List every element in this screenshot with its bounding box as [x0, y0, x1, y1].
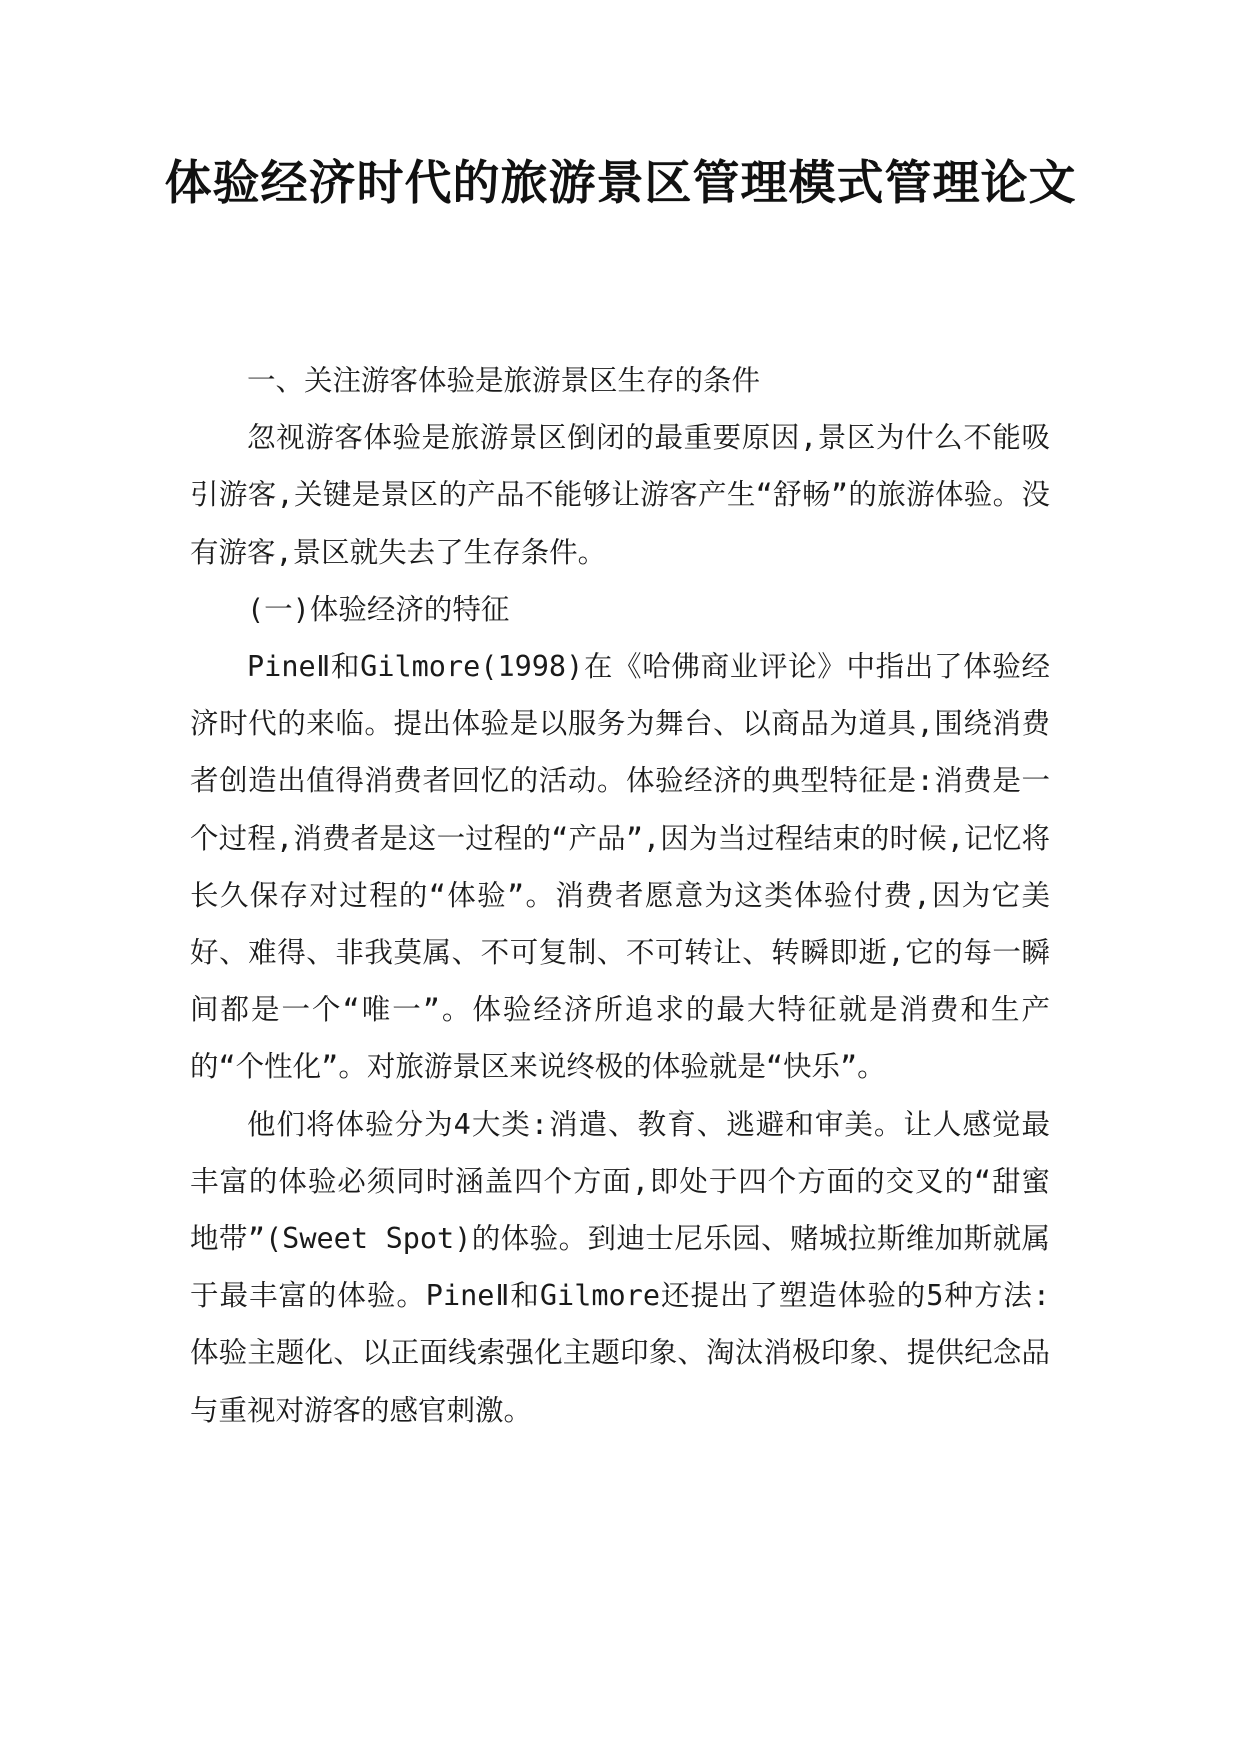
body-paragraph: 他们将体验分为4大类:消遣、教育、逃避和审美。让人感觉最丰富的体验必须同时涵盖四个方面,即处于四个方面的交叉的“甜蜜地带”(Sweet Spot)的体验。到迪士尼乐园、赌城拉斯维加斯就属于最丰富的体验。PineⅡ和Gilmore还提出了塑造体验的5种方法:体验主题化、以正面线索强化主题印象、淘汰消极印象、提供纪念品与重视对游客的感官刺激。	[190, 1107, 1050, 1427]
body-paragraph: PineⅡ和Gilmore(1998)在《哈佛商业评论》中指出了体验经济时代的来临。提出体验是以服务为舞台、以商品为道具,围绕消费者创造出值得消费者回忆的活动。体验经济的典型特征是:消费是一个过程,消费者是这一过程的“产品”,因为当过程结束的时候,记忆将长久保存对过程的“体验”。消费者愿意为这类体验付费,因为它美好、难得、非我莫属、不可复制、不可转让、转瞬即逝,它的每一瞬间都是一个“唯一”。体验经济所追求的最大特征就是消费和生产的“个性化”。对旅游景区来说终极的体验就是“快乐”。	[190, 650, 1050, 1084]
section-heading: 一、关注游客体验是旅游景区生存的条件	[247, 364, 761, 397]
document-title: 体验经济时代的旅游景区管理模式管理论文	[164, 156, 1077, 211]
body-paragraph: 忽视游客体验是旅游景区倒闭的最重要原因,景区为什么不能吸引游客,关键是景区的产品不能够让游客产生“舒畅”的旅游体验。没有游客,景区就失去了生存条件。	[190, 421, 1050, 569]
subsection-heading: (一)体验经济的特征	[247, 592, 510, 626]
document-body	[190, 352, 1050, 1439]
